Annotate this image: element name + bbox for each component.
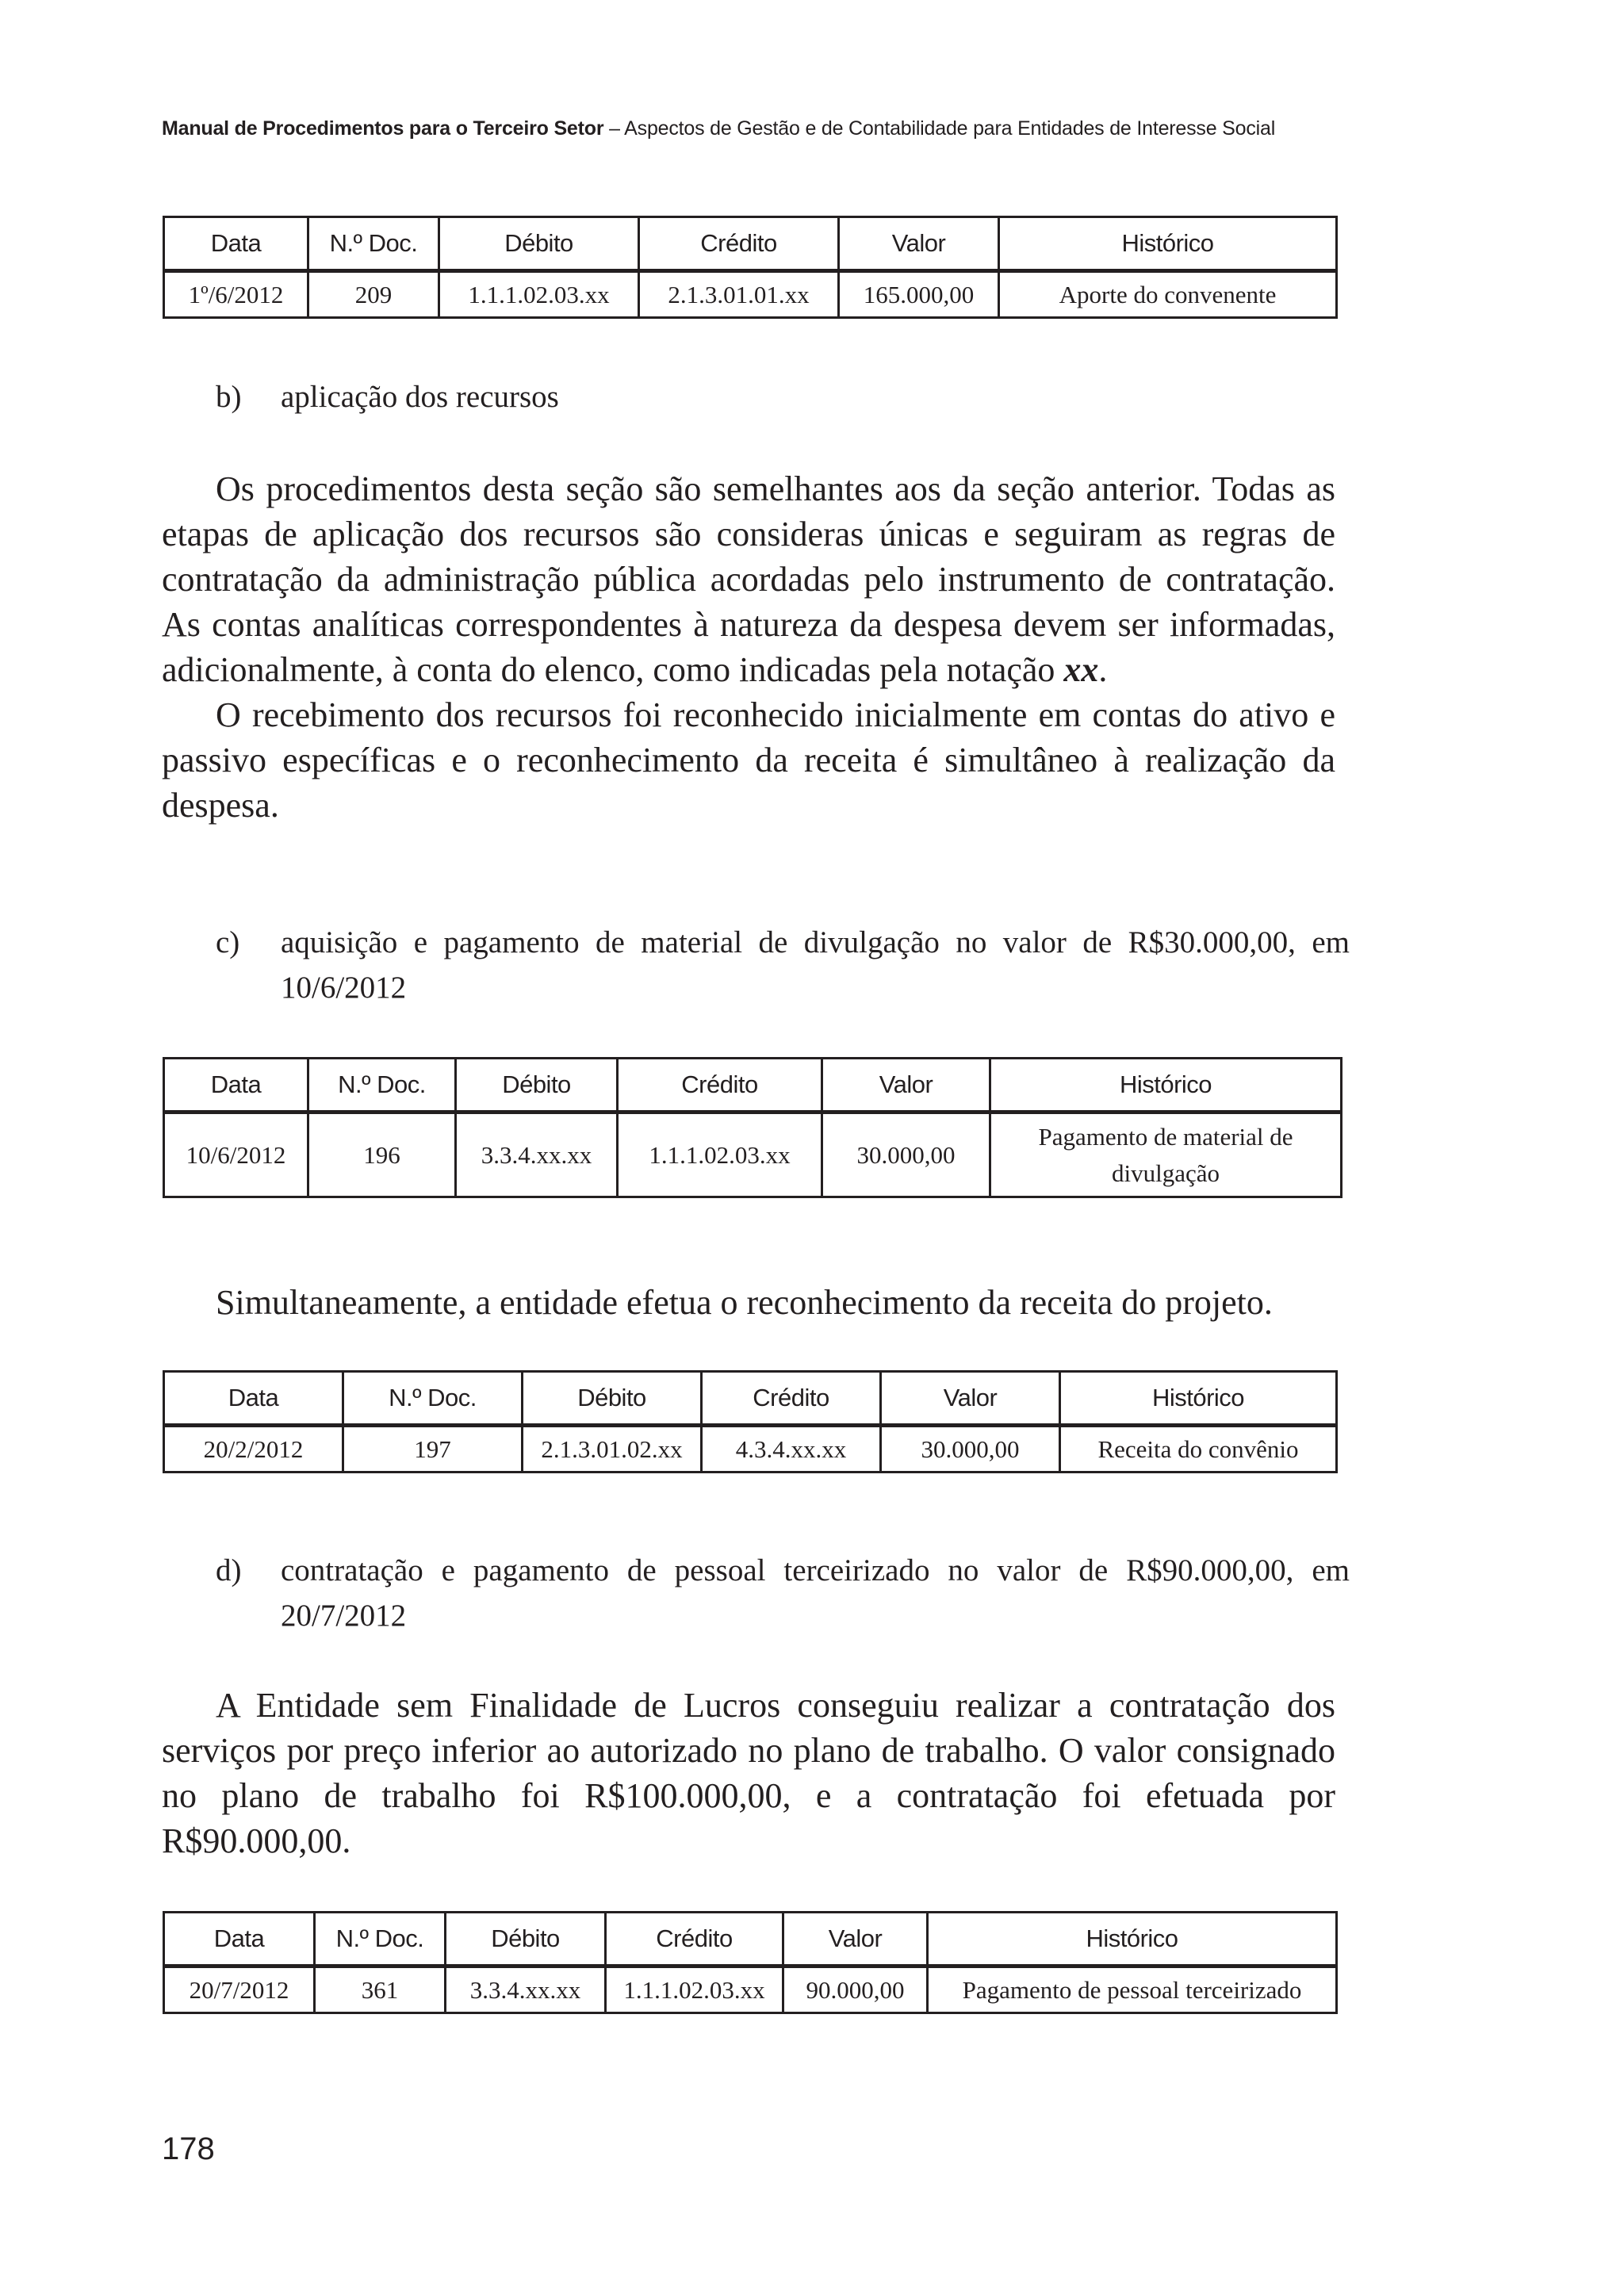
column-header-historico: Histórico <box>1060 1372 1337 1426</box>
header-subtitle: – Aspectos de Gestão e de Contabilidade para Entidades de Interesse Social <box>603 117 1276 140</box>
table-row <box>164 1426 1337 1473</box>
table-header-row <box>164 1372 1337 1426</box>
cell-debito: 3.3.4.xx.xx <box>446 1967 606 2013</box>
ledger-table-1 <box>163 216 1338 319</box>
cell-data: 10/6/2012 <box>186 1140 286 1169</box>
column-header-doc: N.º Doc. <box>343 1372 523 1426</box>
paragraph-text: A Entidade sem Finalidade de Lucros conseguiu realizar a contratação dos serviços por preço inferior ao autorizado no plano de trabalho. O valor consignado no plano de trabalho foi R$100.000,00, e a contratação foi efetuada por R$90.000,00. <box>162 1686 1335 1860</box>
column-header-valor: Valor <box>839 217 999 271</box>
column-header-data: Data <box>164 1372 343 1426</box>
column-header-data: Data <box>164 1913 315 1967</box>
list-item-d <box>216 1548 1350 1638</box>
column-header-doc: N.º Doc. <box>308 1059 456 1113</box>
paragraph-entidade <box>162 1683 1335 1863</box>
page-number: 178 <box>162 2131 215 2166</box>
column-header-credito: Crédito <box>618 1059 822 1113</box>
paragraph-text: Simultaneamente, a entidade efetua o reconhecimento da receita do projeto. <box>216 1283 1273 1322</box>
list-item-letter: d) <box>216 1553 242 1587</box>
column-header-valor: Valor <box>822 1059 990 1113</box>
ledger-table-2 <box>163 1057 1342 1198</box>
table-header-row <box>164 1059 1342 1113</box>
column-header-historico: Histórico <box>999 217 1337 271</box>
cell-doc: 196 <box>308 1113 456 1197</box>
cell-doc: 209 <box>308 271 439 318</box>
list-item-c <box>216 920 1350 1010</box>
cell-debito: 1.1.1.02.03.xx <box>439 271 639 318</box>
cell-credito: 2.1.3.01.01.xx <box>639 271 839 318</box>
cell-valor: 90.000,00 <box>783 1967 928 2013</box>
paragraph-end: . <box>1098 650 1108 689</box>
paragraph-simultaneamente <box>162 1280 1335 1325</box>
cell-doc: 197 <box>343 1426 523 1473</box>
header-title: Manual de Procedimentos para o Terceiro Setor <box>162 117 604 140</box>
cell-data: 20/2/2012 <box>203 1434 304 1463</box>
column-header-credito: Crédito <box>606 1913 783 1967</box>
cell-historico: Aporte do convenente <box>999 271 1337 318</box>
paragraph-recebimento: O recebimento dos recursos foi reconhecido inicialmente em contas do ativo e passivo específicas e o reconhecimento da receita é simultâneo à realização da despesa. <box>162 695 1335 825</box>
column-header-historico: Histórico <box>928 1913 1337 1967</box>
column-header-data: Data <box>164 217 308 271</box>
column-header-valor: Valor <box>783 1913 928 1967</box>
column-header-debito: Débito <box>446 1913 606 1967</box>
column-header-doc: N.º Doc. <box>315 1913 446 1967</box>
list-item-text: aquisição e pagamento de material de divulgação no valor de R$30.000,00, em 10/6/2012 <box>281 925 1350 1005</box>
cell-credito: 1.1.1.02.03.xx <box>606 1967 783 2013</box>
list-item-b <box>216 374 1350 419</box>
paragraph-text: Os procedimentos desta seção são semelhantes aos da seção anterior. Todas as etapas de aplicação dos recursos são consideras únicas e seguiram as regras de contratação da administração pública acordadas pelo instrumento de contratação. As contas analíticas correspondentes à natureza da despesa devem ser informadas, adicionalmente, à conta do elenco, como indicadas pela notação <box>162 469 1335 689</box>
cell-data: 20/7/2012 <box>189 1975 289 2004</box>
column-header-doc: N.º Doc. <box>308 217 439 271</box>
cell-credito: 1.1.1.02.03.xx <box>618 1113 822 1197</box>
column-header-historico: Histórico <box>990 1059 1342 1113</box>
table-header-row <box>164 1913 1337 1967</box>
ledger-table-3 <box>163 1370 1338 1473</box>
cell-credito: 4.3.4.xx.xx <box>702 1426 881 1473</box>
column-header-debito: Débito <box>523 1372 702 1426</box>
column-header-credito: Crédito <box>639 217 839 271</box>
notation-emphasis: xx <box>1063 650 1099 689</box>
cell-data: 1º/6/2012 <box>188 280 284 308</box>
cell-debito: 3.3.4.xx.xx <box>456 1113 618 1197</box>
column-header-debito: Débito <box>439 217 639 271</box>
cell-doc: 361 <box>315 1967 446 2013</box>
paragraph-procedimentos <box>162 466 1335 828</box>
column-header-debito: Débito <box>456 1059 618 1113</box>
cell-valor: 165.000,00 <box>839 271 999 318</box>
cell-historico: Pagamento de pessoal terceirizado <box>928 1967 1337 2013</box>
ledger-table-4 <box>163 1911 1338 2014</box>
column-header-valor: Valor <box>881 1372 1060 1426</box>
column-header-data: Data <box>164 1059 308 1113</box>
list-item-letter: c) <box>216 925 240 959</box>
column-header-credito: Crédito <box>702 1372 881 1426</box>
running-header <box>162 117 1399 140</box>
cell-debito: 2.1.3.01.02.xx <box>523 1426 702 1473</box>
list-item-text: aplicação dos recursos <box>281 380 559 414</box>
list-item-text: contratação e pagamento de pessoal terceirizado no valor de R$90.000,00, em 20/7/2012 <box>281 1553 1350 1633</box>
cell-valor: 30.000,00 <box>822 1113 990 1197</box>
cell-historico: Receita do convênio <box>1060 1426 1337 1473</box>
cell-historico: Pagamento de material de divulgação <box>990 1113 1342 1197</box>
list-item-letter: b) <box>216 380 242 414</box>
table-row <box>164 1113 1342 1197</box>
table-header-row <box>164 217 1337 271</box>
cell-valor: 30.000,00 <box>881 1426 1060 1473</box>
table-row <box>164 1967 1337 2013</box>
table-row <box>164 271 1337 318</box>
